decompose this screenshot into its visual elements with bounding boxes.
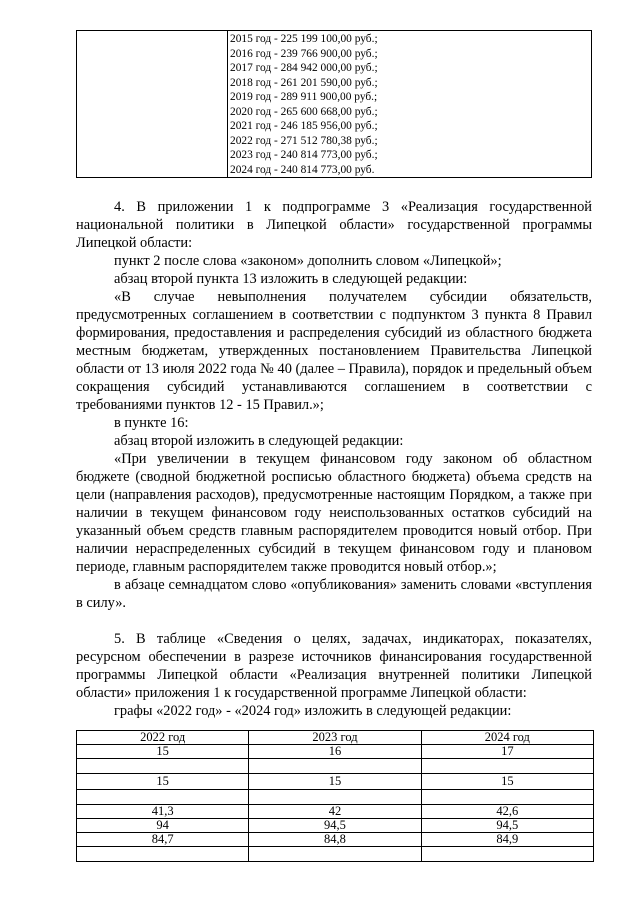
funding-year-line: 2022 год - 271 512 780,38 руб.;	[230, 134, 378, 147]
table-cell: 41,3	[77, 805, 249, 819]
funding-year-line: 2018 год - 261 201 590,00 руб.;	[230, 76, 378, 89]
funding-table	[76, 30, 592, 178]
table-cell: 17	[421, 745, 593, 759]
table-cell	[77, 847, 249, 862]
funding-year-line: 2021 год - 246 185 956,00 руб.;	[230, 120, 378, 132]
funding-year-line: 2015 год - 225 199 100,00 руб.;	[230, 33, 378, 45]
table-header-row	[77, 731, 594, 745]
table-row	[77, 847, 594, 862]
table-cell	[421, 759, 593, 774]
table-cell: 94,5	[249, 819, 421, 833]
funding-year-line: 2019 год - 289 911 900,00 руб.;	[230, 91, 378, 103]
table-cell: 84,8	[249, 833, 421, 847]
table-row	[77, 833, 594, 847]
table-cell: 94,5	[421, 819, 593, 833]
funding-year-line: 2016 год - 239 766 900,00 руб.;	[230, 47, 378, 60]
table-row	[77, 819, 594, 833]
table-cell	[249, 847, 421, 862]
paragraph: «При увеличении в текущем финансовом году законом об областном бюджете (сводной бюджетной росписью областного бюджета) объема средств на цели (направления расходов), предусмотренные настоящим Порядком, а также при наличии в текущем финансовом году неиспользованных остатков субсидий на указанный объем средств главным распорядителем проводится новый отбор. При наличии нераспределенных субсидий в текущем финансовом году и плановом периоде, главным распорядителем также проводится новый отбор.»;	[76, 451, 592, 575]
table-cell: 16	[249, 745, 421, 759]
funding-table-left-cell	[77, 31, 228, 177]
funding-year-line: 2024 год - 240 814 773,00 руб.	[230, 163, 375, 176]
table-row	[77, 745, 594, 759]
table-row	[77, 759, 594, 774]
table-header-cell: 2023 год	[249, 731, 421, 745]
table-row	[77, 805, 594, 819]
paragraph: пункт 2 после слова «законом» дополнить словом «Липецкой»;	[114, 253, 502, 269]
paragraph: абзац второй изложить в следующей редакции:	[114, 433, 404, 449]
table-cell	[249, 759, 421, 774]
funding-year-line: 2017 год - 284 942 000,00 руб.;	[230, 62, 378, 74]
section-4	[76, 198, 592, 612]
table-cell: 15	[421, 774, 593, 790]
paragraph: графы «2022 год» - «2024 год» изложить в следующей редакции:	[114, 703, 512, 719]
table-cell	[421, 790, 593, 805]
table-header-cell: 2024 год	[421, 731, 593, 745]
table-cell	[77, 790, 249, 805]
table-cell: 84,9	[421, 833, 593, 847]
paragraph: «В случае невыполнения получателем субсидии обязательств, предусмотренных соглашением в соответствии с подпунктом 3 пункта 8 Правил формирования, предоставления и распределения субсидий из областного бюджета местным бюджетам, утвержденных постановлением Правительства Липецкой области от 13 июля 2022 года № 40 (далее – Правила), порядок и предельный объем сокращения субсидий устанавливаются соглашением в соответствии с требованиями пунктов 12 - 15 Правил.»;	[76, 289, 592, 413]
funding-year-line: 2023 год - 240 814 773,00 руб.;	[230, 149, 378, 161]
section-5	[76, 630, 592, 720]
funding-table-right-cell	[228, 31, 591, 177]
table-row	[77, 774, 594, 790]
table-cell	[249, 790, 421, 805]
paragraph: 5. В таблице «Сведения о целях, задачах, индикаторах, показателях, ресурсном обеспечении в разрезе источников финансирования государственной программы Липецкой области «Реализация внутренней политики Липецкой области» приложения 1 к государственной программе Липецкой области:	[76, 631, 592, 701]
paragraph: в абзаце семнадцатом слово «опубликования» заменить словами «вступления в силу».	[76, 577, 592, 611]
paragraph: абзац второй пункта 13 изложить в следующей редакции:	[114, 271, 468, 287]
table-header-cell: 2022 год	[77, 731, 249, 745]
table-cell: 42,6	[421, 805, 593, 819]
table-cell: 42	[249, 805, 421, 819]
table-row	[77, 790, 594, 805]
table-cell: 94	[77, 819, 249, 833]
table-cell: 84,7	[77, 833, 249, 847]
paragraph: в пункте 16:	[114, 415, 189, 431]
indicators-table	[76, 730, 594, 862]
table-cell: 15	[77, 745, 249, 759]
table-cell: 15	[249, 774, 421, 790]
funding-year-line: 2020 год - 265 600 668,00 руб.;	[230, 105, 378, 118]
table-cell	[77, 759, 249, 774]
table-cell: 15	[77, 774, 249, 790]
paragraph: 4. В приложении 1 к подпрограмме 3 «Реализация государственной национальной политики в Липецкой области» государственной программы Липецкой области:	[76, 199, 592, 251]
table-cell	[421, 847, 593, 862]
